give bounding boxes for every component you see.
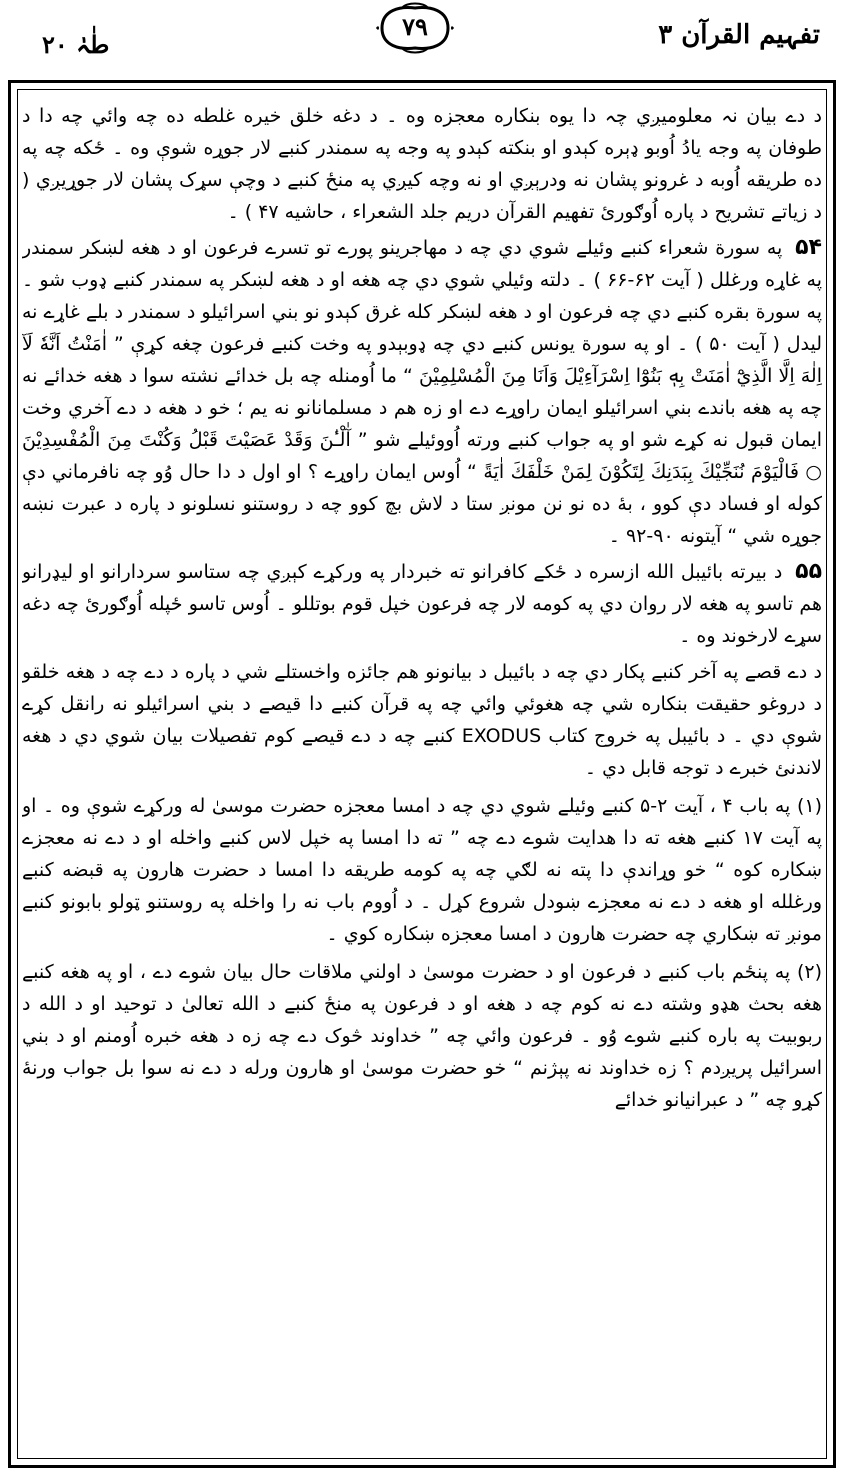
paragraph-text: (۱) په باب ۴ ، آیت ۲-۵ کنبے وئیلے شوي دي چه د امسا معجزه حضرت موسیٰ له ورکړے شوې وه ۔ او په آیت ۱۷ کنبے هغه ته دا هدایت شوے دے چه ” ته دا امسا په خپل لاس کنبے واخله او د دے نه معجزے ښکاره کوه “ خو وړاندې دا پته نه لګي چه په کومه طریقه دا امسا د حضرت هارون په قبضه کنبے ورغلله او هغه د دے نه معجزے ښودل شروع کړل ۔ د اُووم باب نه را واخله په روستنو ټولو بابونو کنبے مونږ ته ښکاري چه حضرت هارون د امسا معجزه ښکاره کوي ۔ (22, 795, 822, 945)
paragraph (22, 656, 822, 784)
numbered-paragraph (22, 956, 822, 1116)
footnote-number: ۵۴ (795, 235, 822, 260)
footnote-text: په سورة شعراء کنبے وئیلے شوي دي چه د مهاجرینو پورے تو تسرے فرعون او د هغه لښکر سمندر په غاړه ورغلل ( آیت ۶۲-۶۶ ) ۔ دلته وئیلي شوي دي چه هغه او د هغه لښکر په سمندر کنبے ډوب شو ۔ په سورة بقره کنبے دي چه فرعون او د هغه لښکر کله غرق کېدو نو بني اسرائیلو د سمندر د بلے غاړے نه لیدل ( آیت ۵۰ ) ۔ او په سورة یونس کنبے دي چه ډوبېدو په وخت کنبے فرعون چغه کړې ” اٰمَنْتُ اَنَّهٗ لَآ اِلٰهَ اِلَّا الَّذِيْٓ اٰمَنَتْ بِهٖ بَنُوْٓا اِسْرَآءِيْلَ وَاَنَا مِنَ الْمُسْلِمِيْنَ “ ما اُومنله چه بل خدائے نشته سوا د هغه خدائے نه چه په هغه باندے بني اسرائیلو ایمان راوړے دے او زه هم د مسلمانانو نه یم ؛ خو د هغه د دے آخري وخت ایمان قبول نه کړے شو او په جواب کنبے ورته اُووئیلے شو ” آٰلْـٰٔنَ وَقَدْ عَصَيْتَ قَبْلُ وَكُنْتَ مِنَ الْمُفْسِدِيْنَ ○ فَالْيَوْمَ نُنَجِّيْكَ بِبَدَنِكَ لِتَكُوْنَ لِمَنْ خَلْفَكَ اٰيَةً “ اُوس ایمان راوړے ؟ او اول د دا حال وُو چه نافرماني دې کوله او فساد دې کوو ، بهٔ ده نو نن مونږ ستا د لاش بچ کوو چه د روستنو نسلونو د پاره د عبرت نښه جوړه شي “ آیتونه ۹۰-۹۲ ۔ (22, 237, 822, 547)
footnote-paragraph (22, 556, 822, 652)
page-header (0, 0, 848, 80)
page-number-badge (372, 2, 458, 54)
page-number: ۷۹ (402, 12, 428, 41)
footnote-text: د بیرته بائیبل الله ازسره د ځکے کافرانو ته خبردار په ورکړے کېږي چه ستاسو سردارانو او لیډرانو هم تاسو په هغه لار روان دي په کومه لار چه فرعون خپل قوم بوتللو ۔ اُوس تاسو ځپله اُوګورئ چه دغه سړے لارخوند وه ۔ (22, 561, 822, 647)
book-title: تفہیم القرآن ۳ (658, 20, 820, 50)
surah-marker: طٰہٰ ۲۰ (42, 30, 110, 59)
paragraph-text: (۲) په پنځم باب کنبے د فرعون او د حضرت موسیٰ د اولني ملاقات حال بیان شوے دے ، او په هغه کنبے هغه بحث هډو وشته دے نه کوم چه د هغه او د فرعون په منځ کنبے د الله تعالیٰ د توحید او د الله د ربوبیت په باره کنبے شوے وُو ۔ فرعون وائي چه ” خداوند څوک دے چه زه د هغه خبره اُومنم او د بني اسرائیل پریږدم ؟ زه خداوند نه پېژنم “ خو حضرت موسیٰ او هارون ورله د دے نه سوا بل جواب ورنهٔ کړو چه ” د عبرانیانو خدائے (22, 961, 822, 1111)
footnote-number: ۵۵ (795, 559, 822, 584)
paragraph-text: د دے بیان نہ معلومیږي چہ دا یوه بنکاره معجزه وه ۔ د دغه خلق خیره غلطه ده چه وائي چه دا د طوفان په وجه یادُ اُوبو ډېره کېدو او بنکته کېدو په وجه په سمندر کنبے لار جوړه شوې وه ۔ ځکه چه په ده طریقه اُوبه د غرونو پشان نه ودرېږي او نه وچه کیږي په منځ کنبے د وچې سړک پشان لار جوړیږي ( د زیاتے تشریح د پاره اُوګورئ تفهیم القرآن دریم جلد الشعراء ، حاشیه ۴۷ ) ۔ (22, 105, 822, 223)
commentary-text (22, 100, 822, 1460)
paragraph (22, 100, 822, 228)
paragraph-text: د دے قصے په آخر کنبے پکار دي چه د بائیبل د بیانونو هم جائزه واخستلے شي د پاره د دے چه د هغه خلقو د دروغو حقیقت بنکاره شي چه هغوئي وائي چه په قرآن کنبے دا قیصے د بني اسرائیلو نه رانقل کړے شوې دي ۔ د بائیبل په خروج کتاب EXODUS کنبے چه د دے قیصے کوم تفصیلات بیان شوي دي د هغه لاندنئ خبرے د توجه قابل دي ۔ (22, 661, 822, 779)
numbered-paragraph (22, 790, 822, 950)
footnote-paragraph (22, 232, 822, 552)
